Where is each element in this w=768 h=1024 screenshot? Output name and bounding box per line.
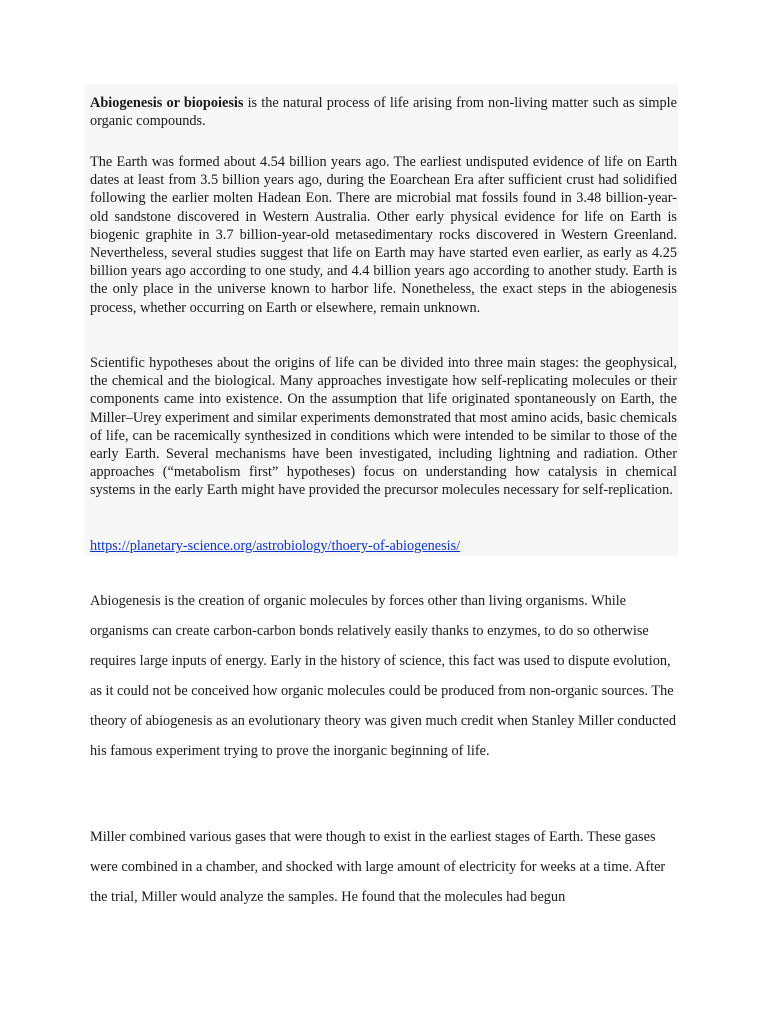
source-link[interactable]: https://planetary-science.org/astrobiology/thoery-of-abiogenesis/: [90, 538, 461, 554]
bold-term: Abiogenesis or biopoiesis: [90, 95, 244, 111]
abiogenesis-definition-paragraph: Abiogenesis is the creation of organic molecules by forces other than living organisms. While organisms can create carbon-carbon bonds relatively easily thanks to enzymes, to do so otherwise requires large inputs of energy. Early in the history of science, this fact was used to dispute evolution, as it could not be conceived how organic molecules could be produced from non-organic sources. The theory of abiogenesis as an evolutionary theory was given much credit when Stanley Miller conducted his famous experiment trying to prove the inorganic beginning of life.: [90, 593, 677, 759]
intro-paragraph-text: is the natural process of life arising from non-living matter such as simple organic compounds.: [90, 95, 677, 130]
hypotheses-paragraph: Scientific hypotheses about the origins of life can be divided into three main stages: the geophysical, the chemical and the biological. Many approaches investigate how self-replicating molecules or their components came into existence. On the assumption that life originated spontaneously on Earth, the Miller–Urey experiment and similar experiments demonstrated that most amino acids, basic chemicals of life, can be racemically synthesized in conditions which were intended to be similar to those of the early Earth. Several mechanisms have been investigated, including lightning and radiation. Other approaches (“metabolism first” hypotheses) focus on understanding how catalysis in chemical systems in the early Earth might have provided the precursor molecules necessary for self-replication.: [90, 355, 677, 499]
intro-paragraph: [90, 94, 677, 130]
earth-history-paragraph: The Earth was formed about 4.54 billion years ago. The earliest undisputed evidence of life on Earth dates at least from 3.5 billion years ago, during the Eoarchean Era after sufficient crust had solidified following the earlier molten Hadean Eon. There are microbial mat fossils found in 3.48 billion-year-old sandstone discovered in Western Australia. Other early physical evidence for life on Earth is biogenic graphite in 3.7 billion-year-old metasedimentary rocks discovered in Western Greenland. Nevertheless, several studies suggest that life on Earth may have started even earlier, as early as 4.25 billion years ago according to one study, and 4.4 billion years ago according to another study. Earth is the only place in the universe known to harbor life. Nonetheless, the exact steps in the abiogenesis process, whether occurring on Earth or elsewhere, remain unknown.: [90, 154, 677, 316]
miller-experiment-paragraph: Miller combined various gases that were though to exist in the earliest stages of Earth. These gases were combined in a chamber, and shocked with large amount of electricity for weeks at a time. After the trial, Miller would analyze the samples. He found that the molecules had begun: [90, 829, 666, 905]
